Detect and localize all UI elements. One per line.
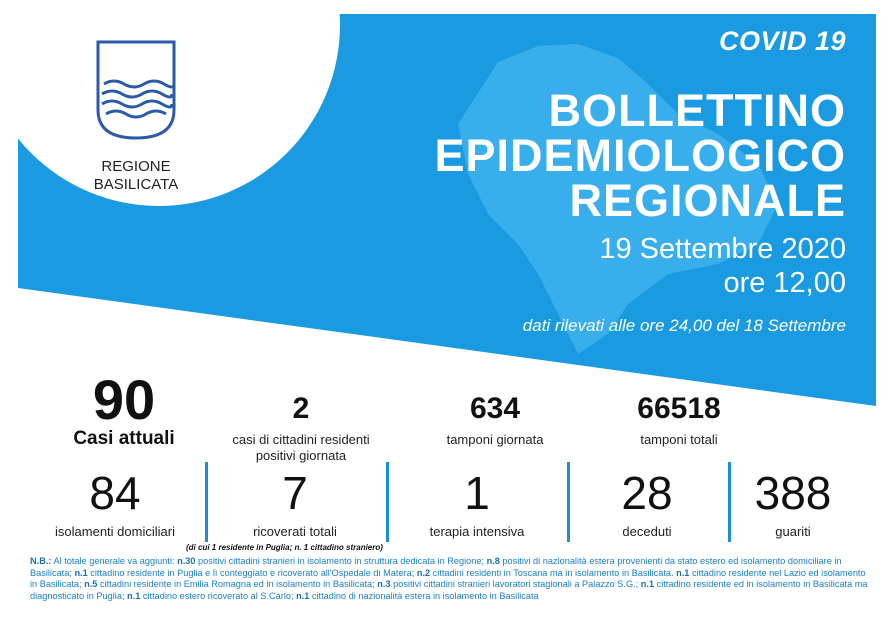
stat-label: terapia intensiva <box>429 524 525 539</box>
ricoverati-subnote: (di cui 1 residente in Puglia; n. 1 cittadino straniero) <box>186 543 383 552</box>
covid-label: COVID 19 <box>718 26 846 56</box>
stat-isolamenti <box>30 467 200 540</box>
stat-tamponi-giornata <box>420 394 570 448</box>
stat-value: 2 <box>292 392 310 425</box>
stat-label: ricoverati totali <box>253 524 337 539</box>
nb-text: cittadini residente in Emilia Romagna ed in isolamento in Basilicata; <box>97 579 378 589</box>
nb-count: n.8 <box>486 556 500 566</box>
stat-label: tamponi giornata <box>446 432 544 447</box>
stat-casi-attuali <box>54 368 194 450</box>
region-line-2: BASILICATA <box>93 176 179 193</box>
nb-count: n.1 <box>676 567 690 578</box>
stat-value: 84 <box>89 467 141 519</box>
data-detected-note: dati rilevati alle ore 24,00 del 18 Settembre <box>522 316 846 335</box>
nb-text: cittadino estero ricoverato al S.Carlo; <box>140 590 297 601</box>
nb-text: positivi di nazionalità estera provenienti da stato estero ed isolamento domiciliare in Basilicata; <box>30 556 842 578</box>
stat-casi-residenti <box>206 394 396 464</box>
nb-count: n.30 <box>177 556 196 566</box>
nb-text: cittadini residenti in Toscana ma in isolamento in Basilicata. <box>430 567 677 578</box>
stat-tamponi-totali <box>604 394 754 448</box>
stat-label: guariti <box>775 524 811 539</box>
stat-value: 90 <box>92 368 156 431</box>
nb-count: n.1 <box>296 590 310 601</box>
date-text: 19 Settembre 2020 <box>599 233 846 265</box>
stat-label: deceduti <box>622 524 672 539</box>
title-line-1: BOLLETTINO <box>548 85 846 136</box>
stat-label: Casi attuali <box>73 428 175 449</box>
stat-value: 7 <box>282 467 308 519</box>
stat-terapia-intensiva <box>392 467 562 540</box>
nb-count: n.1 <box>74 567 88 578</box>
nb-text: positivi cittadini stranieri lavoratori stagionali a Palazzo S.G.; <box>390 579 641 589</box>
header-banner <box>18 14 876 406</box>
nb-note <box>30 556 870 602</box>
stat-label-line-1: casi di cittadini residenti <box>232 432 370 447</box>
stat-label: tamponi totali <box>640 432 718 447</box>
stat-deceduti <box>572 467 722 540</box>
divider <box>567 462 570 542</box>
nb-count: n.3 <box>377 579 391 589</box>
nb-count: n.1 <box>127 590 141 601</box>
divider <box>728 462 731 542</box>
title-line-2: EPIDEMIOLOGICO <box>434 130 846 181</box>
nb-count: n.1 <box>640 579 655 589</box>
region-crest-icon <box>96 40 176 140</box>
stat-label-line-2: positivi giornata <box>255 448 347 463</box>
stat-value: 1 <box>464 467 490 519</box>
time-text: ore 12,00 <box>723 267 846 299</box>
nb-text: Al totale generale va aggiunti: <box>51 556 178 566</box>
nb-count: n.2 <box>416 567 431 578</box>
stat-label: isolamenti domiciliari <box>55 524 175 539</box>
title-line-3: REGIONALE <box>569 175 846 226</box>
stat-value: 634 <box>469 392 521 425</box>
nb-text: cittadino residente in Puglia e lì conteggiato e ricoverato all'Ospedale di Matera; <box>87 567 417 578</box>
stat-ricoverati <box>210 467 380 540</box>
stat-value: 28 <box>621 467 673 519</box>
stat-guariti <box>733 467 853 540</box>
bulletin-date <box>599 232 846 300</box>
bulletin-title <box>434 85 846 226</box>
region-line-1: REGIONE <box>101 158 171 175</box>
region-name <box>66 158 206 194</box>
divider <box>386 462 389 542</box>
nb-prefix: N.B.: <box>30 556 52 566</box>
stat-value: 66518 <box>637 392 721 425</box>
nb-text: cittadino residente ed in isolamento in Basilicata ma diagnosticato in Puglia; <box>30 579 868 601</box>
stat-value: 388 <box>754 467 832 519</box>
divider <box>205 462 208 542</box>
nb-count: n.5 <box>84 579 98 589</box>
nb-text: cittadino residente nel Lazio ed isolamento in Basilicata; <box>30 567 866 589</box>
nb-text: positivi cittadini stranieri in isolamento in struttura dedicata in Regione; <box>195 556 487 566</box>
nb-text: cittadino di nazionalità estera in isolamento in Basilicata <box>309 590 539 601</box>
